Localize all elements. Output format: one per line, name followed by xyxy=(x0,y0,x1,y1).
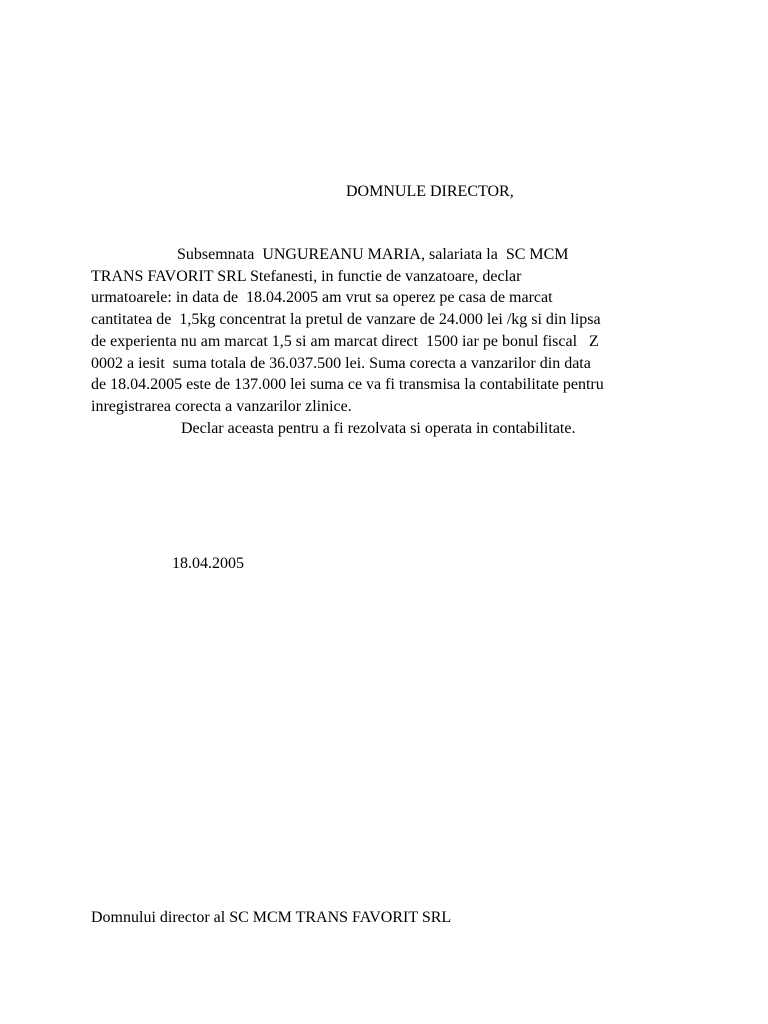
letter-heading: DOMNULE DIRECTOR, xyxy=(346,183,514,200)
letter-addressee: Domnului director al SC MCM TRANS FAVORIT SRL xyxy=(91,909,452,926)
body-line: 0002 a iesit suma totala de 36.037.500 lei. Suma corecta a vanzarilor din data xyxy=(91,354,591,372)
closing-line: Declar aceasta pentru a fi rezolvata si operata in contabilitate. xyxy=(181,419,576,437)
body-line: cantitatea de 1,5kg concentrat la pretul de vanzare de 24.000 lei /kg si din lipsa xyxy=(91,311,601,329)
letter-date: 18.04.2005 xyxy=(172,555,244,572)
body-line: Subsemnata UNGUREANU MARIA, salariata la SC MCM xyxy=(177,246,569,263)
body-line: TRANS FAVORIT SRL Stefanesti, in functie de vanzatoare, declar xyxy=(91,267,522,285)
letter-body xyxy=(91,244,681,439)
body-line: de 18.04.2005 este de 137.000 lei suma ce va fi transmisa la contabilitate pentru xyxy=(91,376,604,394)
body-line: de experienta nu am marcat 1,5 si am marcat direct 1500 iar pe bonul fiscal Z xyxy=(91,332,599,350)
body-line: urmatoarele: in data de 18.04.2005 am vrut sa operez pe casa de marcat xyxy=(91,289,553,307)
body-line: inregistrarea corecta a vanzarilor zlinice. xyxy=(91,397,352,415)
